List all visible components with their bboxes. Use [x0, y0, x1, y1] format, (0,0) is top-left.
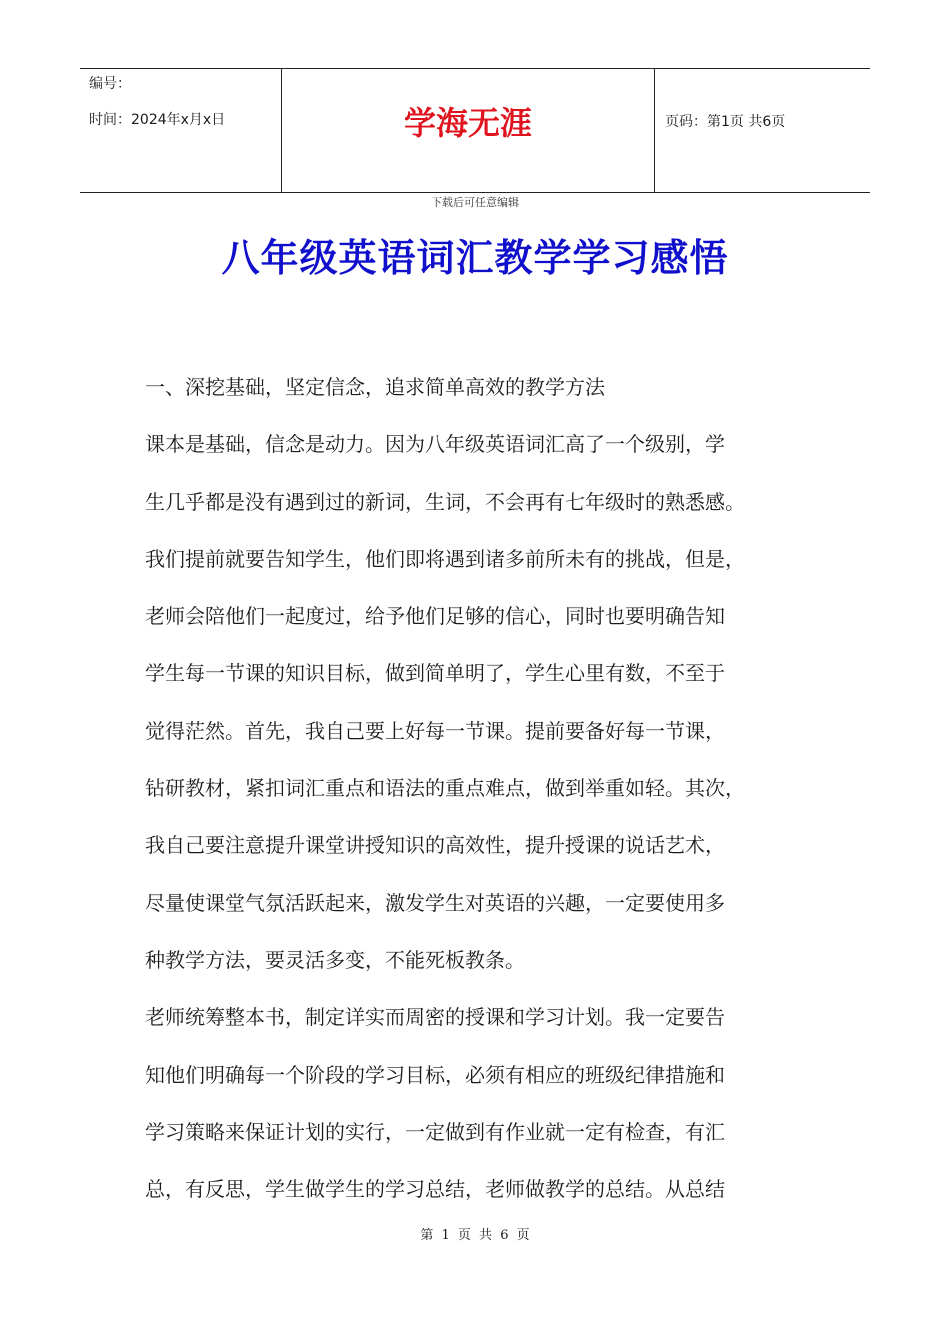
- body-line: 老师会陪他们一起度过，给予他们足够的信心，同时也要明确告知: [145, 604, 725, 629]
- header-divider: [654, 69, 655, 192]
- body-line: 一、深挖基础，坚定信念，追求简单高效的教学方法: [145, 375, 605, 399]
- body-line: 种教学方法，要灵活多变，不能死板教条。: [145, 947, 525, 972]
- body-line: 学习策略来保证计划的实行，一定做到有作业就一定有检查，有汇: [145, 1119, 725, 1144]
- header-table: [80, 68, 870, 193]
- body-text: [145, 372, 835, 1231]
- body-line: 知他们明确每一个阶段的学习目标，必须有相应的班级纪律措施和: [145, 1062, 725, 1087]
- brand-title: 学海无涯: [403, 104, 532, 142]
- number-label: 编号：: [89, 76, 131, 92]
- body-line: 总，有反思，学生做学生的学习总结，老师做教学的总结。从总结: [145, 1177, 725, 1202]
- body-line: 钻研教材，紧扣词汇重点和语法的重点难点，做到举重如轻。其次，: [145, 776, 745, 801]
- download-note: 下载后可任意编辑: [431, 196, 519, 209]
- header-meta: [89, 75, 225, 129]
- page-info: 页码：第1页 共6页: [665, 114, 786, 130]
- body-line: 我自己要注意提升课堂讲授知识的高效性，提升授课的说话艺术，: [145, 833, 725, 858]
- body-line: 尽量使课堂气氛活跃起来，激发学生对英语的兴趣，一定要使用多: [145, 890, 725, 915]
- document-title: 八年级英语词汇教学学习感悟: [221, 235, 729, 280]
- body-line: 生几乎都是没有遇到过的新词，生词，不会再有七年级时的熟悉感。: [145, 489, 745, 514]
- page-footer: 第 1 页 共 6 页: [420, 1228, 530, 1243]
- time-label: 时间：2024年x月x日: [89, 112, 226, 128]
- body-line: 学生每一节课的知识目标，做到简单明了，学生心里有数，不至于: [145, 661, 725, 686]
- body-line: 课本是基础，信念是动力。因为八年级英语词汇高了一个级别，学: [145, 432, 725, 457]
- body-line: 老师统筹整本书，制定详实而周密的授课和学习计划。我一定要告: [145, 1005, 725, 1030]
- body-line: 觉得茫然。首先，我自己要上好每一节课。提前要备好每一节课，: [145, 718, 725, 743]
- body-line: 我们提前就要告知学生，他们即将遇到诸多前所未有的挑战，但是，: [145, 546, 745, 571]
